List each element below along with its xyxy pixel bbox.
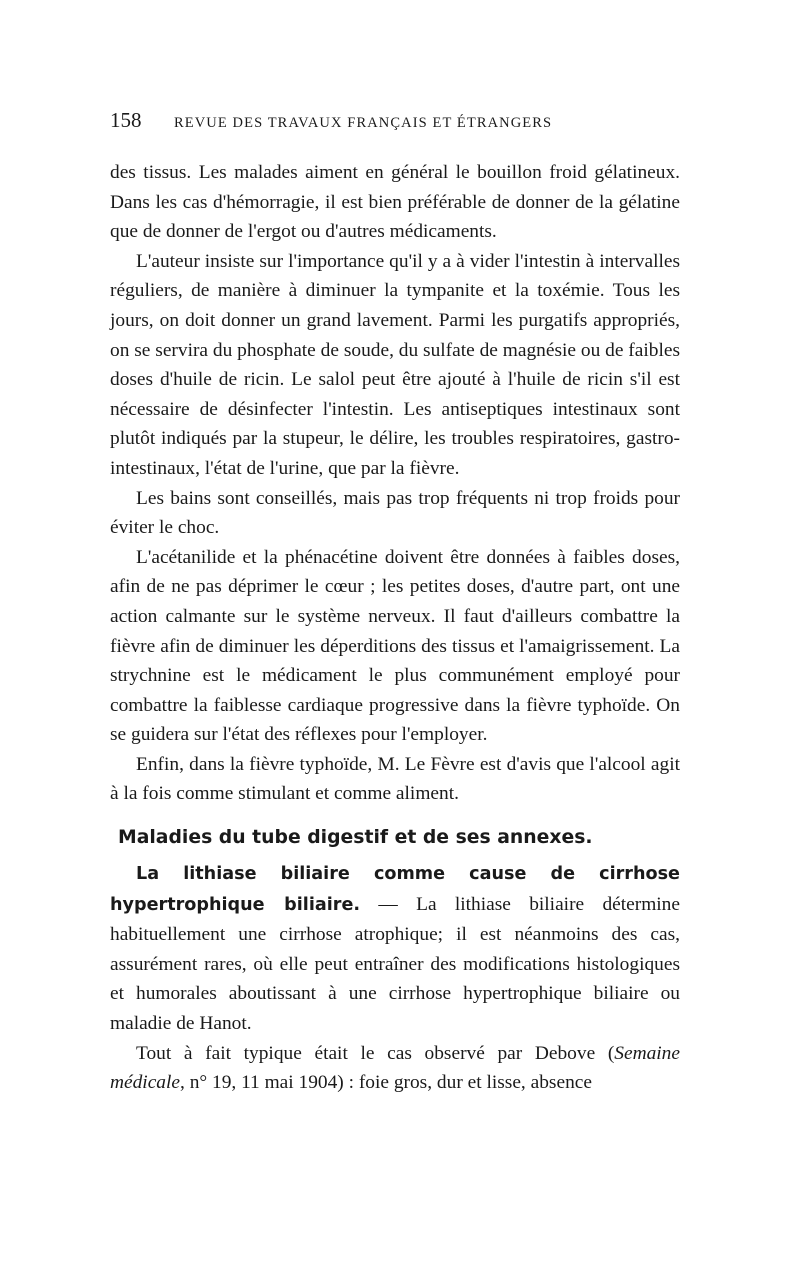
paragraph-acetanilide: L'acétanilide et la phénacétine doivent être données à faibles doses, afin de ne pas déprimer le cœur ; les petites doses, d'autre part, ont une action calmante sur le système nerveux. Il faut d'ailleurs combattre la fièvre afin de diminuer les déperditions des tissus et l'amaigrissement. La strychnine est le médicament le plus communément employé pour combattre la faiblesse cardiaque progressive dans la fièvre typhoïde. On se guidera sur l'état des réflexes pour l'employer.	[110, 546, 680, 746]
running-head	[110, 108, 680, 138]
section-title: Maladies du tube digestif et de ses annexes.	[118, 827, 593, 849]
page-content	[110, 108, 680, 1098]
running-head-title: REVUE DES TRAVAUX FRANÇAIS ET ÉTRANGERS	[174, 115, 553, 131]
page-number: 158	[110, 108, 142, 132]
paragraph-intestin: L'auteur insiste sur l'importance qu'il y a à vider l'intestin à intervalles réguliers, de manière à diminuer la tympanite et la toxémie. Tous les jours, on doit donner un grand lavement. Parmi les purgatifs appropriés, on se servira du phosphate de soude, du sulfate de magnésie ou de faibles doses d'huile de ricin. Le salol peut être ajouté à l'huile de ricin s'il est nécessaire de désinfecter l'intestin. Les antiseptiques intestinaux sont plutôt indiqués par la stupeur, le délire, les troubles respiratoires, gastro-intestinaux, l'état de l'urine, que par la fièvre.	[110, 250, 680, 479]
subsection-text: — La lithiase biliaire détermine habituellement une cirrhose atrophique; il est néanmoins des cas, assurément rares, où elle peut entraîner des modifications histologiques et humorales aboutissant à une cirrhose hypertrophique biliaire ou maladie de Hanot.	[110, 893, 680, 1035]
debove-text-after: , n° 19, 11 mai 1904) : foie gros, dur et lisse, absence	[180, 1072, 592, 1094]
paragraph-alcool: Enfin, dans la fièvre typhoïde, M. Le Fèvre est d'avis que l'alcool agit à la fois comme stimulant et comme aliment.	[110, 753, 680, 805]
debove-text-before: Tout à fait typique était le cas observé par Debove (	[136, 1042, 615, 1064]
paragraph-bains: Les bains sont conseillés, mais pas trop fréquents ni trop froids pour éviter le choc.	[110, 487, 680, 539]
paragraph-lithiase	[110, 859, 680, 1039]
paragraph-debove	[110, 1039, 680, 1098]
subsection-title: La lithiase biliaire comme cause de cirrhose hypertrophique biliaire.	[110, 864, 680, 915]
journal-title: Semaine médicale	[110, 1042, 680, 1094]
paragraph-continuation: des tissus. Les malades aiment en général le bouillon froid gélatineux. Dans les cas d'hémorragie, il est bien préférable de donner de la gélatine que de donner de l'ergot ou d'autres médicaments.	[110, 162, 680, 243]
